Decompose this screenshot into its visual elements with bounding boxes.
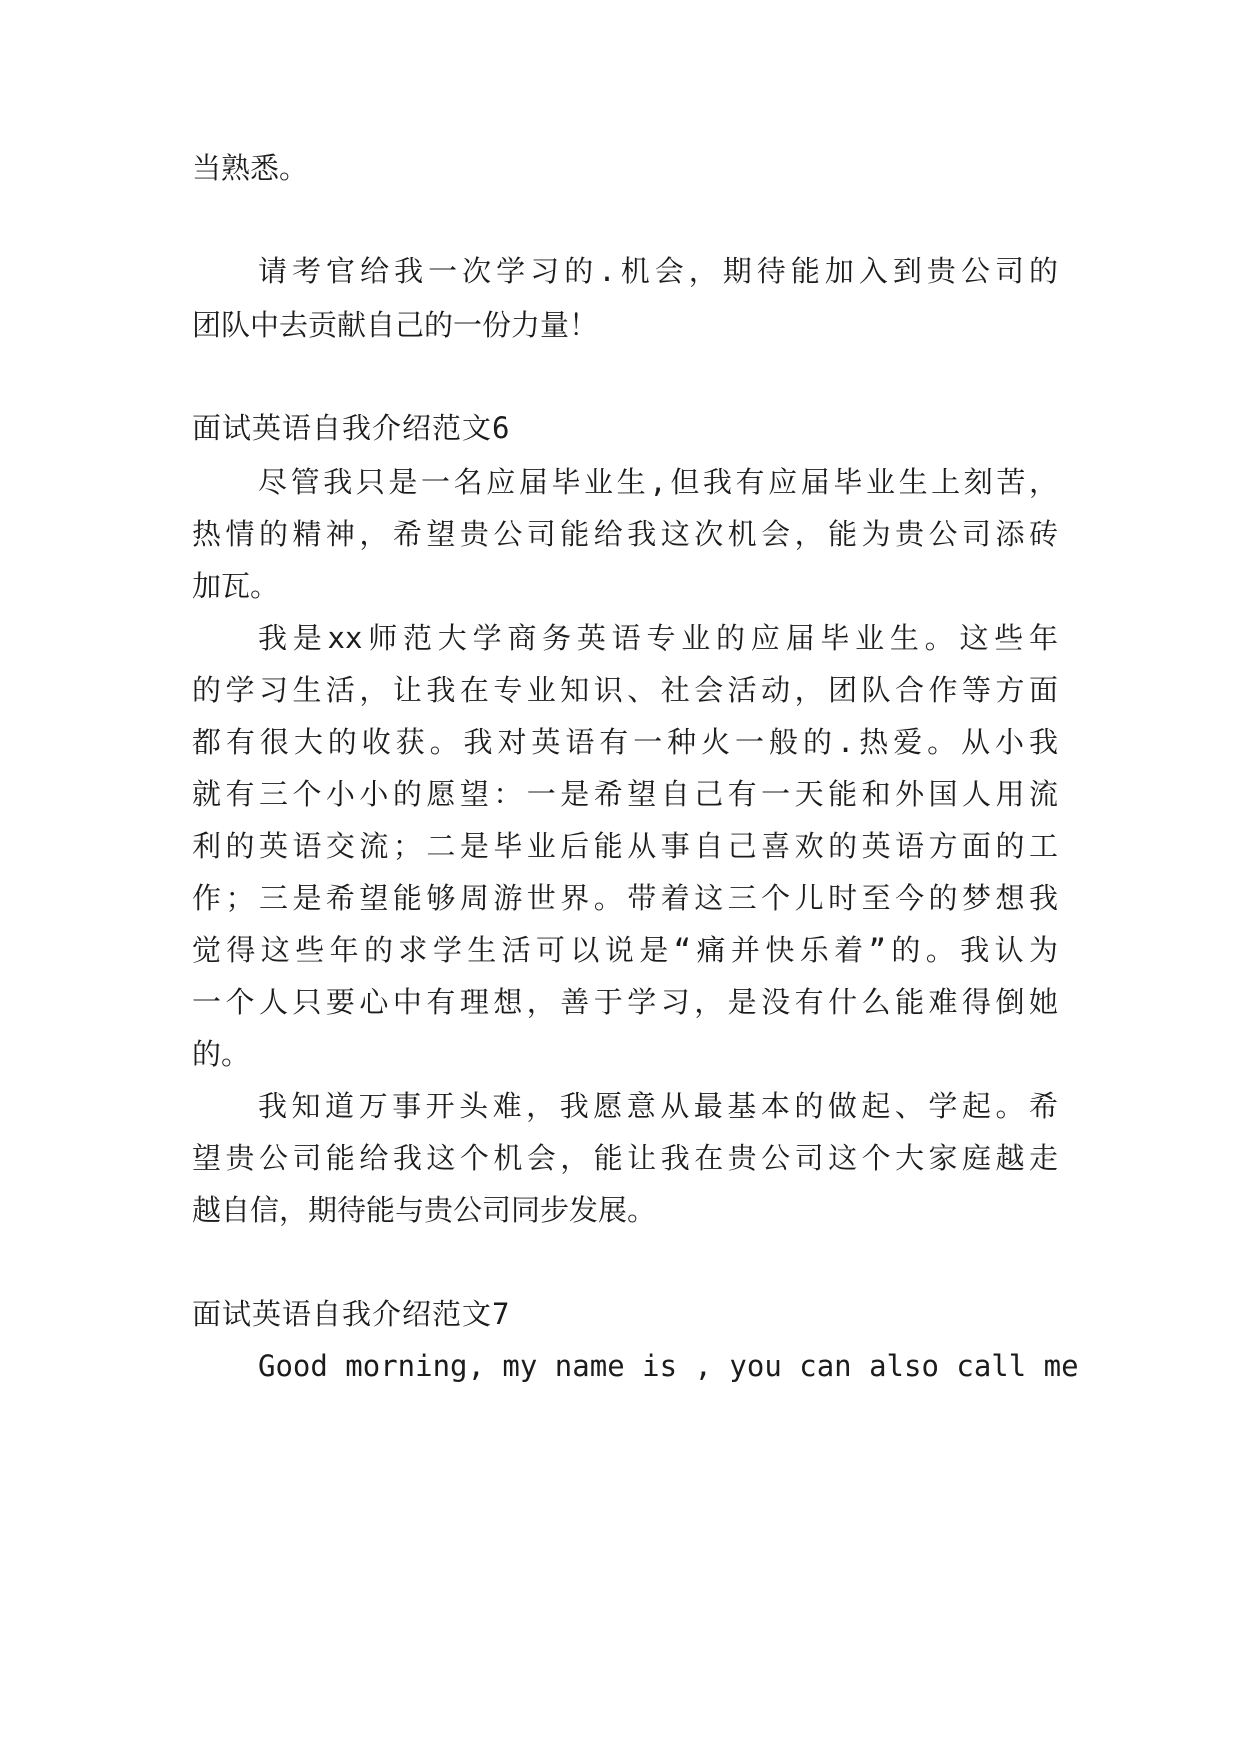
paragraph-line: 当熟悉。 (192, 151, 309, 185)
paragraph-line: 都有很大的收获。我对英语有一种火一般的.热爱。从小我 (192, 725, 1058, 759)
paragraph-line: 尽管我只是一名应届毕业生,但我有应届毕业生上刻苦， (258, 465, 1058, 499)
paragraph-line: Good morning, my name is , you can also call me (258, 1349, 1079, 1383)
paragraph-line: 我是xx师范大学商务英语专业的应届毕业生。这些年 (258, 621, 1058, 655)
paragraph-line: 的。 (192, 1037, 251, 1071)
paragraph-line: 一个人只要心中有理想，善于学习，是没有什么能难得倒她 (192, 985, 1058, 1019)
paragraph-line: 利的英语交流；二是毕业后能从事自己喜欢的英语方面的工 (192, 829, 1058, 863)
paragraph-line: 请考官给我一次学习的.机会，期待能加入到贵公司的 (258, 254, 1058, 288)
paragraph-line: 觉得这些年的求学生活可以说是“痛并快乐着”的。我认为 (192, 933, 1058, 967)
paragraph-line: 加瓦。 (192, 569, 280, 603)
section-heading: 面试英语自我介绍范文7 (192, 1297, 511, 1331)
paragraph-line: 就有三个小小的愿望：一是希望自己有一天能和外国人用流 (192, 777, 1058, 811)
paragraph-line: 望贵公司能给我这个机会，能让我在贵公司这个大家庭越走 (192, 1141, 1058, 1175)
section-heading: 面试英语自我介绍范文6 (192, 411, 511, 445)
paragraph-line: 的学习生活，让我在专业知识、社会活动，团队合作等方面 (192, 673, 1058, 707)
paragraph-line: 热情的精神，希望贵公司能给我这次机会，能为贵公司添砖 (192, 517, 1058, 551)
paragraph-line: 我知道万事开头难，我愿意从最基本的做起、学起。希 (258, 1089, 1058, 1123)
paragraph-line: 越自信，期待能与贵公司同步发展。 (192, 1193, 657, 1227)
paragraph-line: 团队中去贡献自己的一份力量！ (192, 308, 599, 342)
paragraph-line: 作；三是希望能够周游世界。带着这三个儿时至今的梦想我 (192, 881, 1058, 915)
